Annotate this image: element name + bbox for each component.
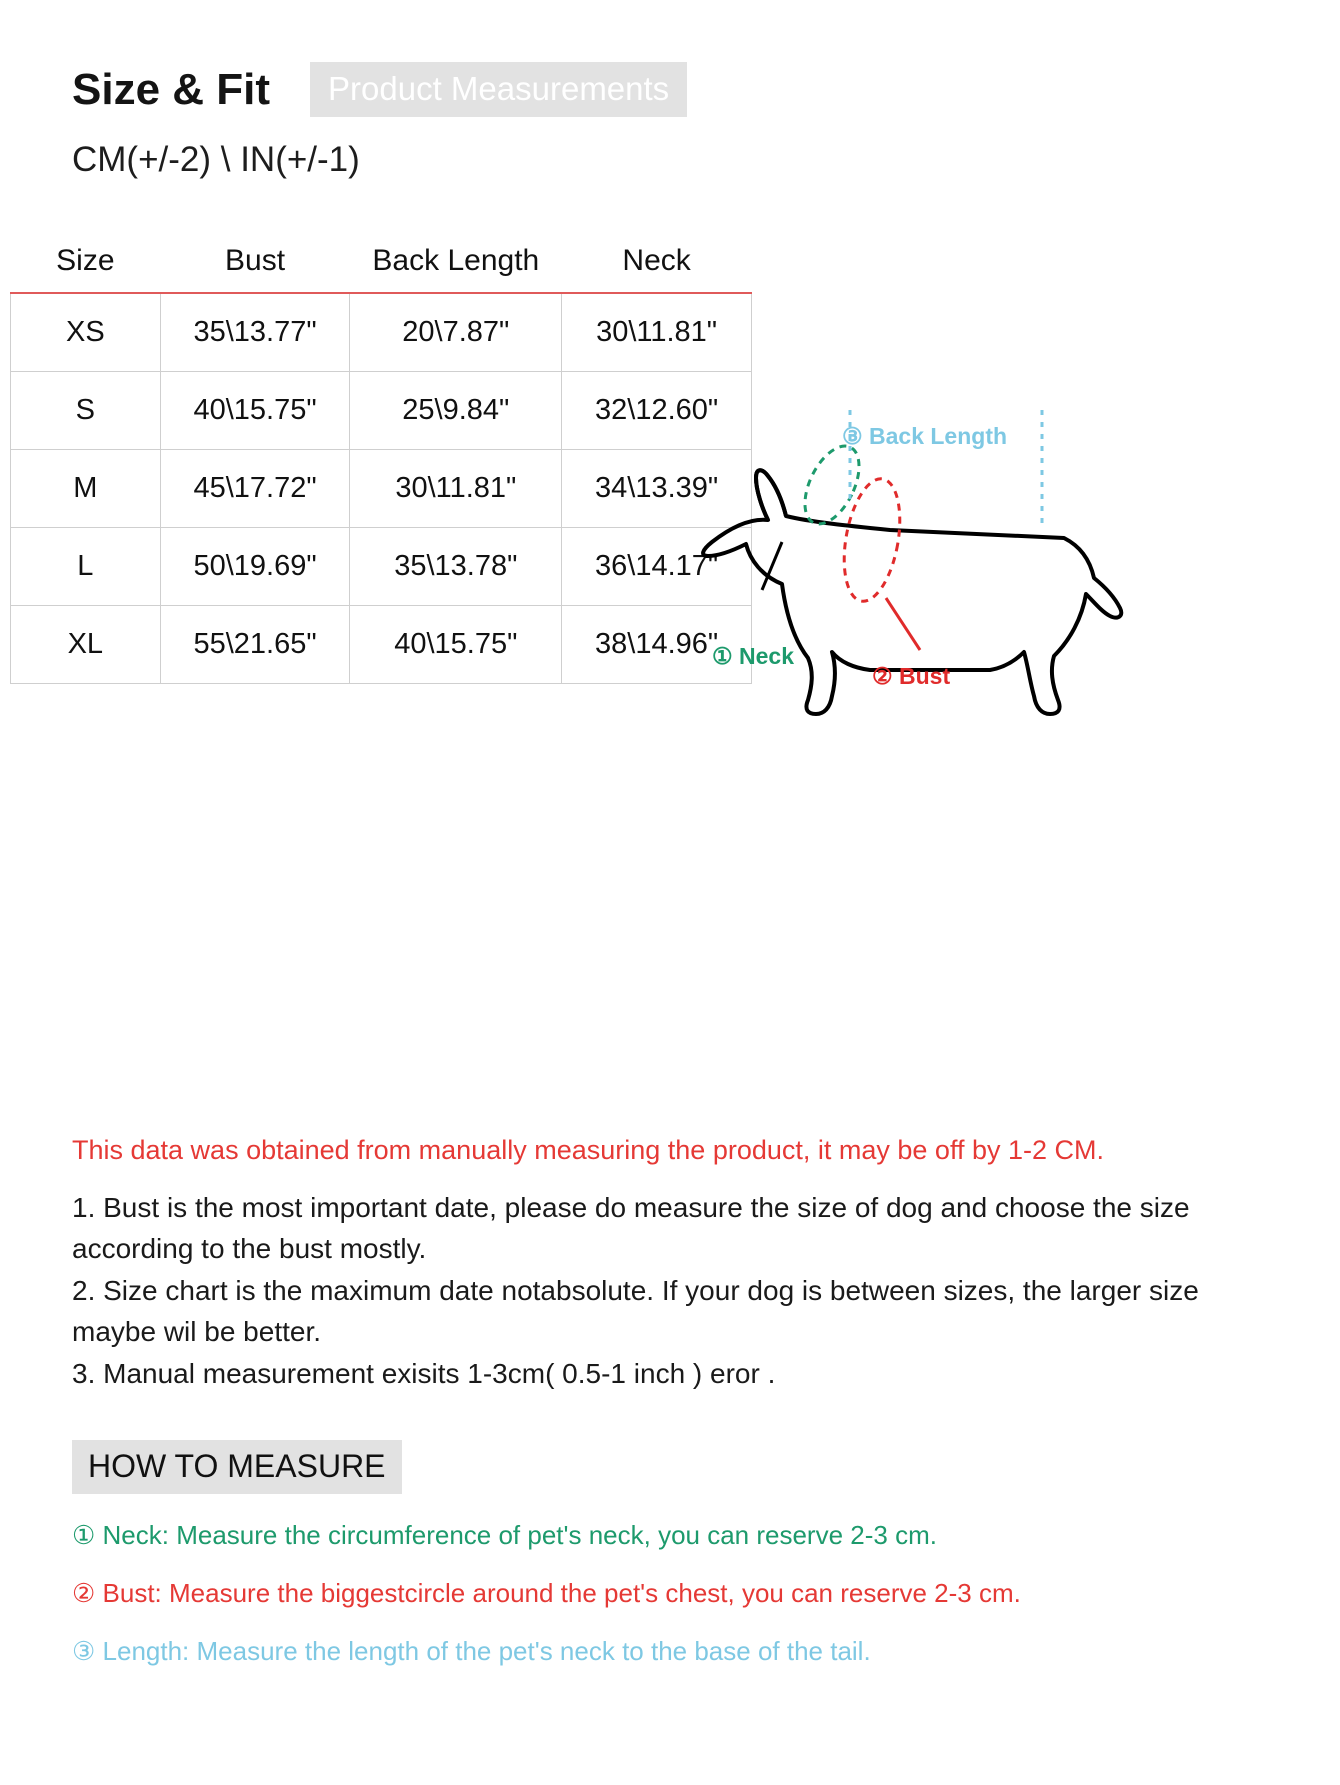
bust-measure-ellipse	[836, 474, 909, 605]
measurement-warning: This data was obtained from manually measuring the product, it may be off by 1-2 CM.	[72, 1135, 1104, 1165]
bust-pointer-line	[886, 598, 920, 650]
cell-size: S	[11, 372, 161, 450]
table-header-row	[11, 234, 752, 293]
cell-bust: 35\13.77"	[160, 293, 350, 372]
cell-neck: 36\14.17"	[562, 528, 752, 606]
diagram-label-neck: ① Neck	[712, 643, 794, 669]
dog-ear-path	[756, 470, 786, 520]
diagram-label-back-length: ③ Back Length	[842, 423, 1008, 449]
table-row	[11, 293, 752, 372]
cell-size: M	[11, 450, 161, 528]
table-row	[11, 372, 752, 450]
note-item-3: 3. Manual measurement exisits 1-3cm( 0.5-1 inch ) eror .	[72, 1358, 776, 1390]
table-header	[11, 234, 752, 293]
dog-measurement-diagram	[690, 390, 1160, 750]
cell-back-length: 25\9.84"	[350, 372, 562, 450]
cell-neck: 34\13.39"	[562, 450, 752, 528]
page-title: Size & Fit	[72, 64, 271, 114]
table-row	[11, 606, 752, 684]
unit-subtitle: CM(+/-2) \ IN(+/-1)	[72, 140, 360, 179]
diagram-label-bust: ② Bust	[872, 663, 951, 689]
table-body	[11, 293, 752, 684]
cell-neck: 30\11.81"	[562, 293, 752, 372]
table-row	[11, 450, 752, 528]
product-measurements-badge: Product Measurements	[310, 62, 687, 117]
cell-back-length: 40\15.75"	[350, 606, 562, 684]
cell-bust: 45\17.72"	[160, 450, 350, 528]
cell-back-length: 20\7.87"	[350, 293, 562, 372]
how-to-measure-list	[72, 1520, 1222, 1694]
cell-neck: 38\14.96"	[562, 606, 752, 684]
cell-back-length: 35\13.78"	[350, 528, 562, 606]
cell-neck: 32\12.60"	[562, 372, 752, 450]
note-item-2: 2. Size chart is the maximum date notabsolute. If your dog is between sizes, the larger size maybe wil be better.	[72, 1275, 1199, 1347]
note-item-1: 1. Bust is the most important date, please do measure the size of dog and choose the size according to the bust mostly.	[72, 1192, 1190, 1264]
cell-bust: 40\15.75"	[160, 372, 350, 450]
measure-item-bust: ② Bust: Measure the biggestcircle around the pet's chest, you can reserve 2-3 cm.	[72, 1578, 1021, 1608]
measure-item-neck: ① Neck: Measure the circumference of pet's neck, you can reserve 2-3 cm.	[72, 1520, 937, 1550]
table-row	[11, 528, 752, 606]
cell-bust: 55\21.65"	[160, 606, 350, 684]
column-header-bust: Bust	[225, 244, 286, 277]
cell-back-length: 30\11.81"	[350, 450, 562, 528]
cell-size: XS	[11, 293, 161, 372]
measure-item-length: ③ Length: Measure the length of the pet's neck to the base of the tail.	[72, 1636, 871, 1666]
column-header-back-length: Back Length	[372, 244, 540, 277]
size-table	[10, 234, 752, 684]
cell-size: L	[11, 528, 161, 606]
cell-size: XL	[11, 606, 161, 684]
notes-list	[72, 1188, 1202, 1397]
column-header-neck: Neck	[622, 244, 691, 277]
cell-bust: 50\19.69"	[160, 528, 350, 606]
how-to-measure-badge: HOW TO MEASURE	[72, 1440, 402, 1494]
column-header-size: Size	[56, 244, 115, 277]
header	[72, 62, 687, 117]
